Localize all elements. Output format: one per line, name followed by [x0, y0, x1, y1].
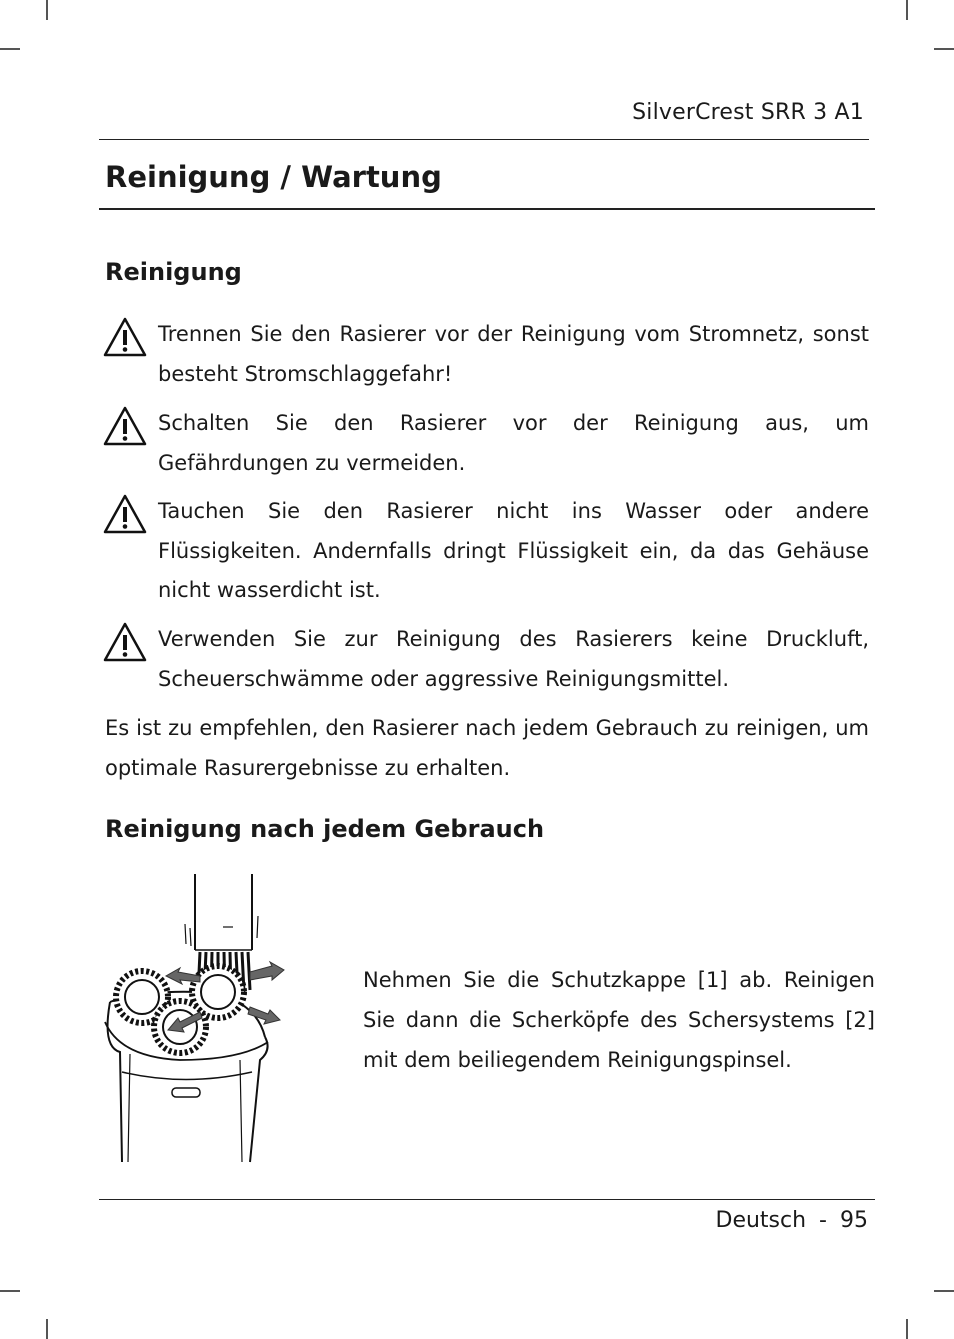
warning-icon — [103, 622, 147, 662]
warning-text: Schalten Sie den Rasierer vor der Reinigung aus, um Gefährdungen zu vermeiden. — [158, 411, 869, 475]
warning-text: Trennen Sie den Rasierer vor der Reinigung vom Stromnetz, sonst besteht Stromschlaggefahr! — [158, 322, 869, 386]
warning-icon — [103, 494, 147, 534]
warning-block — [103, 492, 869, 611]
crop-mark — [906, 1319, 908, 1339]
recommendation-paragraph: Es ist zu empfehlen, den Rasierer nach jedem Gebrauch zu reinigen, um optimale Rasurergebnisse zu erhalten. — [105, 716, 869, 780]
crop-mark — [0, 1290, 20, 1292]
page-number: 95 — [840, 1208, 868, 1233]
warning-block — [103, 315, 869, 394]
running-header: SilverCrest SRR 3 A1 — [632, 100, 864, 125]
warning-text: Tauchen Sie den Rasierer nicht ins Wasser oder andere Flüssigkeiten. Andernfalls dringt Flüssigkeit ein, da das Gehäuse nicht wasserdicht ist. — [158, 499, 869, 602]
crop-mark — [934, 48, 954, 50]
warning-block — [103, 620, 869, 699]
section-heading-cleaning: Reinigung — [105, 258, 242, 286]
crop-mark — [934, 1290, 954, 1292]
title-rule — [99, 208, 875, 210]
page-footer — [716, 1208, 869, 1233]
footer-language: Deutsch — [715, 1208, 807, 1233]
warning-text: Verwenden Sie zur Reinigung des Rasierers keine Druckluft, Scheuerschwämme oder aggressive Reinigungsmittel. — [158, 627, 869, 691]
warning-icon — [103, 406, 147, 446]
section-heading-after-use: Reinigung nach jedem Gebrauch — [105, 815, 545, 843]
warning-block — [103, 404, 869, 483]
crop-mark — [46, 1319, 48, 1339]
instruction-text: Nehmen Sie die Schutzkappe [1] ab. Reinigen Sie dann die Scherköpfe des Schersystems [2] mit dem beiliegendem Reinigungspinsel. — [363, 968, 875, 1072]
footer-rule — [99, 1199, 875, 1200]
crop-mark — [0, 48, 20, 50]
footer-separator: - — [819, 1208, 827, 1233]
header-rule — [99, 139, 869, 140]
warning-icon — [103, 317, 147, 357]
shaver-cleaning-illustration — [100, 872, 290, 1164]
page-title: Reinigung / Wartung — [105, 160, 442, 194]
crop-mark — [906, 0, 908, 20]
crop-mark — [46, 0, 48, 20]
